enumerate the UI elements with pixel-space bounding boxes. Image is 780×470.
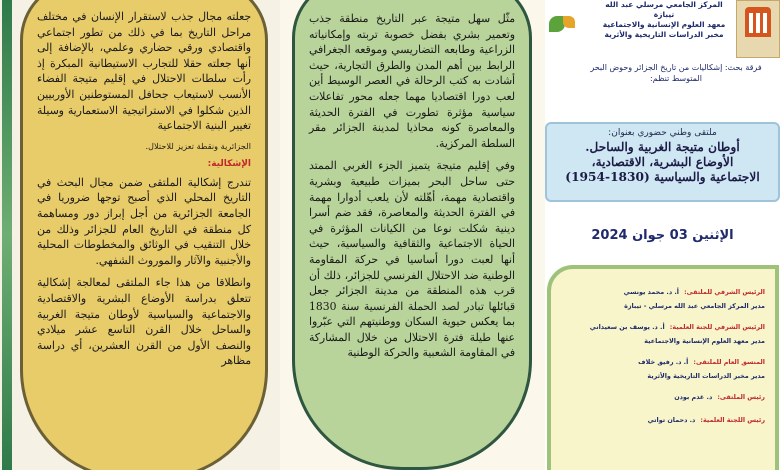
header-line-2: تيبازة bbox=[653, 10, 675, 19]
university-logo bbox=[736, 0, 780, 58]
committee-entry bbox=[559, 349, 765, 380]
entry-role: الرئيس الشرفي للجنة العلمية: bbox=[669, 323, 765, 331]
left-paragraph-2: تندرج إشكالية الملتقى ضمن مجال البحث في التاريخ المحلي الذي أصبح توجها ضروريا في الجامعة الجزائرية من أجل إبراز دور ومساهمة كل منطقة في التاريخ العام للجزائر وذلك من خلال التنقيب في الوثائق والمخطوطات المحلية والأجنبية والآثار والموروث الشفهي. bbox=[37, 175, 251, 267]
problem-heading: الإشكالية: bbox=[207, 158, 251, 169]
left-paragraph-1: جعلته مجال جذب لاستقرار الإنسان في مختلف مراحل التاريخ بما في ذلك من تطور اجتماعي واقتصادي ورقي حضاري وعلمي، بالإضافة إلى أنها جعلته حقلا للتجارب الاستيطانية المبكرة إذ رأت سلطات الاحتلال في إقليم متيجة الفضاء الأنسب لاستيعاب جحافل المستوطنين الأوربيين الذين شكلوا في الاستراتيجية الاستعمارية وسيلة تغيير البنية الاجتماعية bbox=[37, 10, 251, 133]
committee-entry bbox=[559, 384, 765, 403]
entry-role: رئيس الملتقى: bbox=[717, 393, 765, 401]
entry-desc: مدير مخبر الدراسات التاريخية والأثرية bbox=[647, 372, 765, 380]
entry-desc: مدير معهد العلوم الإنسانية والاجتماعية bbox=[644, 337, 765, 345]
entry-desc: مدير المركز الجامعي عبد الله مرسلي - تيبازة bbox=[624, 302, 765, 310]
middle-panel bbox=[280, 0, 545, 470]
yellow-text-card bbox=[20, 0, 268, 470]
committee-box bbox=[547, 265, 779, 470]
conference-title-banner bbox=[545, 122, 780, 202]
lab-logo bbox=[545, 0, 591, 46]
right-panel bbox=[545, 0, 780, 470]
banner-title-2: الأوضاع البشرية، الاقتصادية، bbox=[591, 155, 734, 169]
header-line-3: معهد العلوم الإنسانية والاجتماعية bbox=[602, 20, 726, 29]
banner-intro: ملتقى وطني حضوري بعنوان: bbox=[608, 128, 717, 138]
entry-name: أ. د. يوسف بن سعيداني bbox=[589, 323, 665, 331]
green-text-card bbox=[292, 0, 532, 470]
entry-name: د. غدم بودن bbox=[674, 393, 713, 401]
middle-paragraph-1: مثّل سهل متيجة عبر التاريخ منطقة جذب وتعمير بشري بفضل خصوبة تربته وإمكانياته الزراعية وطابعه التضاريسي وموقعه الجغرافي الرابط بين أهم المدن والطرق التجارية، حيث أشادت به كتب الرحالة في العصر الوسيط أين لعب دورا اقتصاديا مهما جعله محور تفاعلات سياسية مؤثرة تطورت في الفترة الحديثة والمعاصرة كونه محاذيا لمدينة الجزائر مقر السلطة المركزية. bbox=[309, 12, 515, 150]
entry-role: المنسق العام للملتقى: bbox=[693, 358, 765, 366]
conference-date: الإثنين 03 جوان 2024 bbox=[591, 228, 734, 243]
institution-header bbox=[545, 0, 780, 120]
banner-title-3: الاجتماعية والسياسية (1830-1954) bbox=[565, 170, 760, 184]
leaf-icon bbox=[563, 16, 575, 28]
header-lines bbox=[594, 0, 734, 40]
entry-role: الرئيس الشرفي للملتقى: bbox=[684, 288, 765, 296]
entry-name: أ. د. محمد يونسي bbox=[623, 288, 679, 296]
middle-paragraph-2: وفي إقليم متيجة يتميز الجزء الغربي الممتد حتى ساحل البحر بميزات طبيعية وبشرية واقتصادية مهمة، أهّلته لأن يلعب أدوارا مهمة في الفترة الحديثة والمعاصرة، فقد ضم أسرا دينية شكلت نوعا من الكيانات المؤثرة في الحياة الاجتماعية والثقافية والسياسية، حيث أنها لعبت دورا أساسيا في حركة المقاومة الوطنية ضد الاحتلال الفرنسي للجزائر، ذلك أن قرب هذه المنطقة من مدينة الجزائر جعل قبائلها تبادر لصد الحملة الفرنسية سنة 1830 بما يعكس حيوية السكان ووطنيتهم التي عبّروا عنها طيلة فترة الاحتلال من خلال المشاركة في المقاومة الشعبية والحركة الوطنية bbox=[309, 159, 515, 360]
entry-name: أ. د. رفيق خلاف bbox=[638, 358, 689, 366]
committee-entry bbox=[559, 314, 765, 345]
column-logo-icon bbox=[745, 7, 771, 37]
left-panel bbox=[0, 0, 280, 470]
entry-role: رئيس اللجنة العلمية: bbox=[700, 416, 765, 424]
header-line-1: المركز الجامعي مرسلي عبد الله bbox=[605, 0, 723, 9]
committee-entry bbox=[559, 407, 765, 426]
header-line-4: مخبر الدراسات التاريخية والأثرية bbox=[604, 30, 724, 39]
banner-title-1: أوطان متيجة الغربية والساحل. bbox=[585, 140, 740, 154]
research-team: فرقة بحث: إشكاليات من تاريخ الجزائر وحوض البحر المتوسط تنظم: bbox=[590, 63, 762, 83]
left-paragraph-3: وانطلاقا من هذا جاء الملتقى لمعالجة إشكالية تتعلق بدراسة الأوضاع البشرية والاقتصادية والاجتماعية والسياسية لأوطان متيجة الغربية والساحل خلال القرن التاسع عشر ميلادي والنصف الأول من القرن العشرين، أي دراسة مظاهر bbox=[37, 276, 251, 368]
entry-name: د. دحمان تواتي bbox=[647, 416, 696, 424]
left-paragraph-1-end: الجزائرية ونقطة تعزيز للاحتلال. bbox=[145, 140, 251, 151]
committee-entry bbox=[559, 279, 765, 310]
